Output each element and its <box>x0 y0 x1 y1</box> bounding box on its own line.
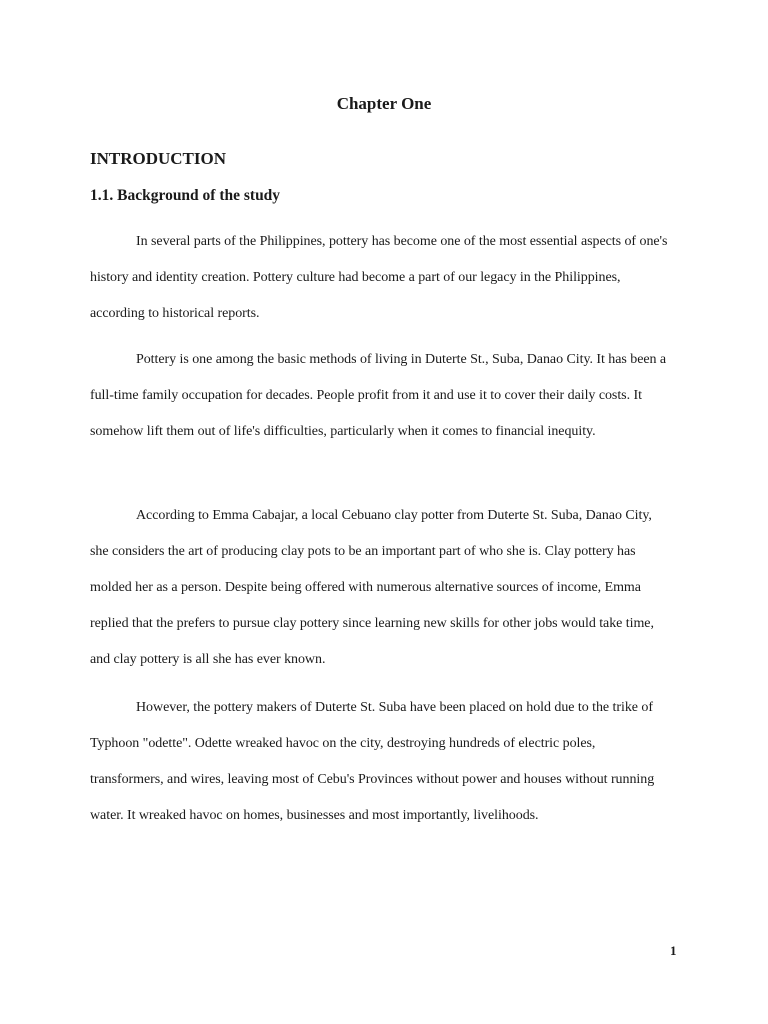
paragraph-2: Pottery is one among the basic methods of living in Duterte St., Suba, Danao City. It has been a full-time family occupation for decades. People profit from it and use it to cover their daily costs. It somehow lift them out of life's difficulties, particularly when it comes to financial inequity. <box>90 352 667 439</box>
paragraph-1: In several parts of the Philippines, pottery has become one of the most essential aspects of one's history and identity creation. Pottery culture had become a part of our legacy in the Philippines, according to historical reports. <box>90 234 668 321</box>
chapter-title: Chapter One <box>336 94 432 113</box>
paragraph-3: According to Emma Cabajar, a local Cebuano clay potter from Duterte St. Suba, Danao City, she considers the art of producing clay pots to be an important part of who she is. Clay pottery has molded her as a person. Despite being offered with numerous alternative sources of income, Emma replied that the prefers to pursue clay pottery since learning new skills for other jobs would take time, and clay pottery is all she has ever known. <box>90 508 654 667</box>
page-number: 1 <box>670 943 677 958</box>
section-heading: INTRODUCTION <box>90 149 227 168</box>
paragraph-4: However, the pottery makers of Duterte St. Suba have been placed on hold due to the trike of Typhoon "odette". Odette wreaked havoc on the city, destroying hundreds of electric poles, transformers, and wires, leaving most of Cebu's Provinces without power and houses without running water. It wreaked havoc on homes, businesses and most importantly, livelihoods. <box>90 700 655 823</box>
subsection-heading: 1.1. Background of the study <box>90 187 281 204</box>
